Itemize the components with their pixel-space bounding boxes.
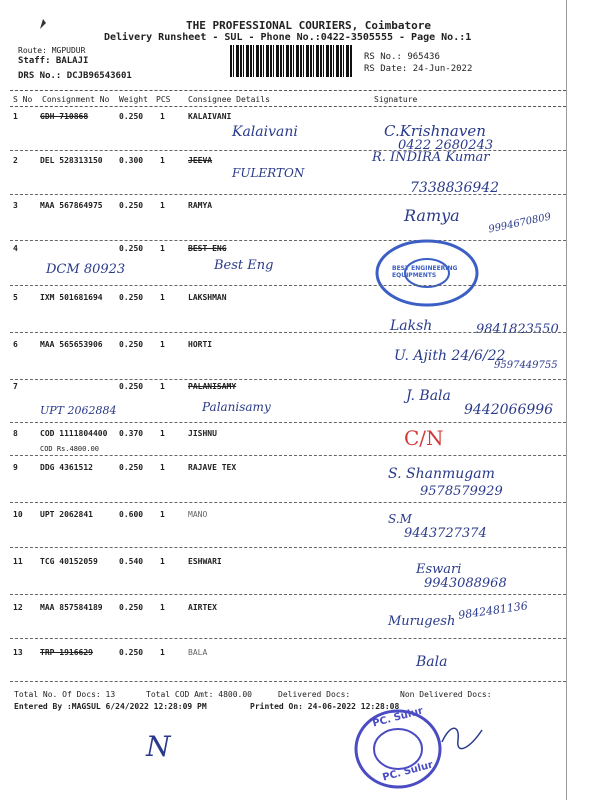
- signature-phone: 9578579929: [420, 484, 503, 499]
- row-consignment: MAA 857584189: [40, 603, 103, 612]
- staff-initial: N: [146, 730, 171, 763]
- row-pcs: 1: [160, 244, 165, 253]
- signature-phone: 0422 2680243: [398, 138, 494, 153]
- handwritten-name: Palanisamy: [202, 400, 271, 414]
- post-office-stamp: PC. Sulur PC. Sulur: [352, 706, 444, 792]
- row-sno: 3: [13, 201, 18, 210]
- row-separator: [10, 594, 566, 595]
- row-consignment: UPT 2062841: [40, 510, 93, 519]
- staff-label: Staff: BALAJI: [18, 56, 89, 66]
- row-separator: [10, 422, 566, 423]
- row-consignee: MANO: [188, 510, 208, 519]
- handwritten-name: FULERTON: [232, 166, 305, 180]
- row-sno: 1: [13, 112, 18, 121]
- signature-phone: 9841823550: [476, 322, 559, 337]
- delivered-docs: Delivered Docs:: [278, 690, 351, 699]
- col-weight: Weight: [119, 95, 148, 104]
- signature-phone: 9443727374: [404, 526, 487, 541]
- row-pcs: 1: [160, 340, 165, 349]
- row-weight: 0.600: [119, 510, 144, 519]
- row-sno: 12: [13, 603, 23, 612]
- row-consignee: HORTI: [188, 340, 213, 349]
- signature-phone: 9842481136: [457, 599, 529, 622]
- row-pcs: 1: [160, 510, 165, 519]
- signature-scribble: [440, 722, 484, 756]
- row-consignment: MAA 565653906: [40, 340, 103, 349]
- row-consignment: TRP 1916629: [40, 648, 93, 657]
- signature: C/N: [404, 426, 444, 450]
- col-consignment: Consignment No: [42, 95, 110, 104]
- signature: Eswari: [416, 562, 462, 577]
- row-separator: [10, 638, 566, 639]
- row-consignee: BALA: [188, 648, 208, 657]
- row-weight: 0.250: [119, 648, 144, 657]
- handwritten-name: Best Eng: [214, 258, 274, 273]
- row-separator: [10, 285, 566, 286]
- row-consignee: RAJAVE TEX: [188, 463, 237, 472]
- row-pcs: 1: [160, 382, 165, 391]
- signature-phone: 9597449755: [494, 360, 558, 371]
- row-pcs: 1: [160, 293, 165, 302]
- row-consignment: DEL 528313150: [40, 156, 103, 165]
- row-weight: 0.250: [119, 244, 144, 253]
- row-pcs: 1: [160, 603, 165, 612]
- signature: S. Shanmugam: [388, 466, 495, 482]
- route-label: Route: MGPUDUR: [18, 46, 86, 55]
- runsheet-subtitle: Delivery Runsheet - SUL - Phone No.:0422-3505555 - Page No.:1: [104, 32, 472, 43]
- header-rule-bottom: [10, 106, 566, 107]
- row-weight: 0.370: [119, 429, 144, 438]
- signature: C.Krishnaven: [384, 122, 486, 140]
- row-consignment: MAA 567864975: [40, 201, 103, 210]
- row-consignment: DCM 80923: [46, 262, 126, 277]
- row-consignment: UPT 2062884: [40, 404, 117, 417]
- col-consignee: Consignee Details: [188, 95, 270, 104]
- row-weight: 0.250: [119, 201, 144, 210]
- row-separator: [10, 681, 566, 682]
- signature: S.M: [388, 512, 412, 526]
- company-title: THE PROFESSIONAL COURIERS, Coimbatore: [186, 19, 432, 32]
- signature: Murugesh: [388, 614, 456, 629]
- signature: J. Bala: [406, 388, 451, 404]
- signature: Laksh: [390, 318, 433, 334]
- signature-phone: 9442066996: [464, 402, 554, 418]
- row-weight: 0.250: [119, 463, 144, 472]
- row-separator: [10, 332, 566, 333]
- signature: Ramya: [404, 206, 460, 225]
- cod-amount: COD Rs.4800.00: [40, 445, 100, 453]
- drs-number: DRS No.: DCJB96543601: [18, 71, 132, 81]
- row-consignment: GDH 710868: [40, 112, 89, 121]
- row-weight: 0.250: [119, 382, 144, 391]
- row-consignment: DDG 4361512: [40, 463, 93, 472]
- row-weight: 0.250: [119, 293, 144, 302]
- row-sno: 13: [13, 648, 23, 657]
- handwritten-name: Kalaivani: [232, 124, 298, 140]
- header-rule-top: [10, 90, 566, 91]
- row-pcs: 1: [160, 557, 165, 566]
- signature-phone: 9943088968: [424, 576, 507, 591]
- company-logo: [38, 16, 46, 28]
- row-sno: 2: [13, 156, 18, 165]
- signature-phone: 9994670809: [487, 211, 553, 236]
- row-weight: 0.300: [119, 156, 144, 165]
- non-delivered-docs: Non Delivered Docs:: [400, 690, 492, 699]
- row-sno: 10: [13, 510, 23, 519]
- signature: U. Ajith 24/6/22: [394, 348, 506, 364]
- total-docs: Total No. Of Docs: 13: [14, 690, 116, 699]
- row-consignee: JISHNU: [188, 429, 217, 438]
- row-weight: 0.250: [119, 340, 144, 349]
- col-pcs: PCS: [156, 95, 171, 104]
- row-consignee: JEEVA: [188, 156, 213, 165]
- row-separator: [10, 240, 566, 241]
- row-pcs: 1: [160, 429, 165, 438]
- row-separator: [10, 379, 566, 380]
- row-consignee: BEST ENG: [188, 244, 227, 253]
- row-pcs: 1: [160, 201, 165, 210]
- row-consignee: LAKSHMAN: [188, 293, 227, 302]
- printed-on: Printed On: 24-06-2022 12:28:08: [250, 702, 400, 711]
- row-sno: 8: [13, 429, 18, 438]
- row-consignee: RAMYA: [188, 201, 213, 210]
- row-consignment: IXM 501681694: [40, 293, 103, 302]
- barcode: [230, 45, 352, 77]
- row-separator: [10, 502, 566, 503]
- page-margin-line: [566, 0, 567, 800]
- row-sno: 9: [13, 463, 18, 472]
- rs-date: RS Date: 24-Jun-2022: [364, 64, 473, 74]
- col-sno: S No: [13, 95, 33, 104]
- rs-number: RS No.: 965436: [364, 52, 440, 62]
- row-consignment: COD 1111804400: [40, 429, 108, 438]
- row-consignee: KALAIVANI: [188, 112, 232, 121]
- company-stamp: BEST ENGINEERING EQUIPMENTS: [372, 238, 482, 308]
- row-separator: [10, 455, 566, 456]
- row-consignee: AIRTEX: [188, 603, 217, 612]
- col-signature: Signature: [374, 95, 418, 104]
- row-separator: [10, 194, 566, 195]
- row-sno: 11: [13, 557, 23, 566]
- signature: R. INDIRA Kumar: [372, 150, 490, 165]
- row-weight: 0.250: [119, 603, 144, 612]
- signature-phone: 7338836942: [410, 180, 500, 196]
- row-sno: 7: [13, 382, 18, 391]
- row-consignee: PALANISAMY: [188, 382, 237, 391]
- row-sno: 6: [13, 340, 18, 349]
- row-pcs: 1: [160, 463, 165, 472]
- total-cod: Total COD Amt: 4800.00: [146, 690, 252, 699]
- row-consignee: ESHWARI: [188, 557, 222, 566]
- row-separator: [10, 547, 566, 548]
- entered-by: Entered By :MAGSUL 6/24/2022 12:28:09 PM: [14, 702, 207, 711]
- row-pcs: 1: [160, 112, 165, 121]
- row-pcs: 1: [160, 156, 165, 165]
- row-consignment: TCG 40152059: [40, 557, 98, 566]
- row-weight: 0.540: [119, 557, 144, 566]
- row-sno: 4: [13, 244, 18, 253]
- signature: Bala: [416, 654, 448, 670]
- row-pcs: 1: [160, 648, 165, 657]
- row-sno: 5: [13, 293, 18, 302]
- row-weight: 0.250: [119, 112, 144, 121]
